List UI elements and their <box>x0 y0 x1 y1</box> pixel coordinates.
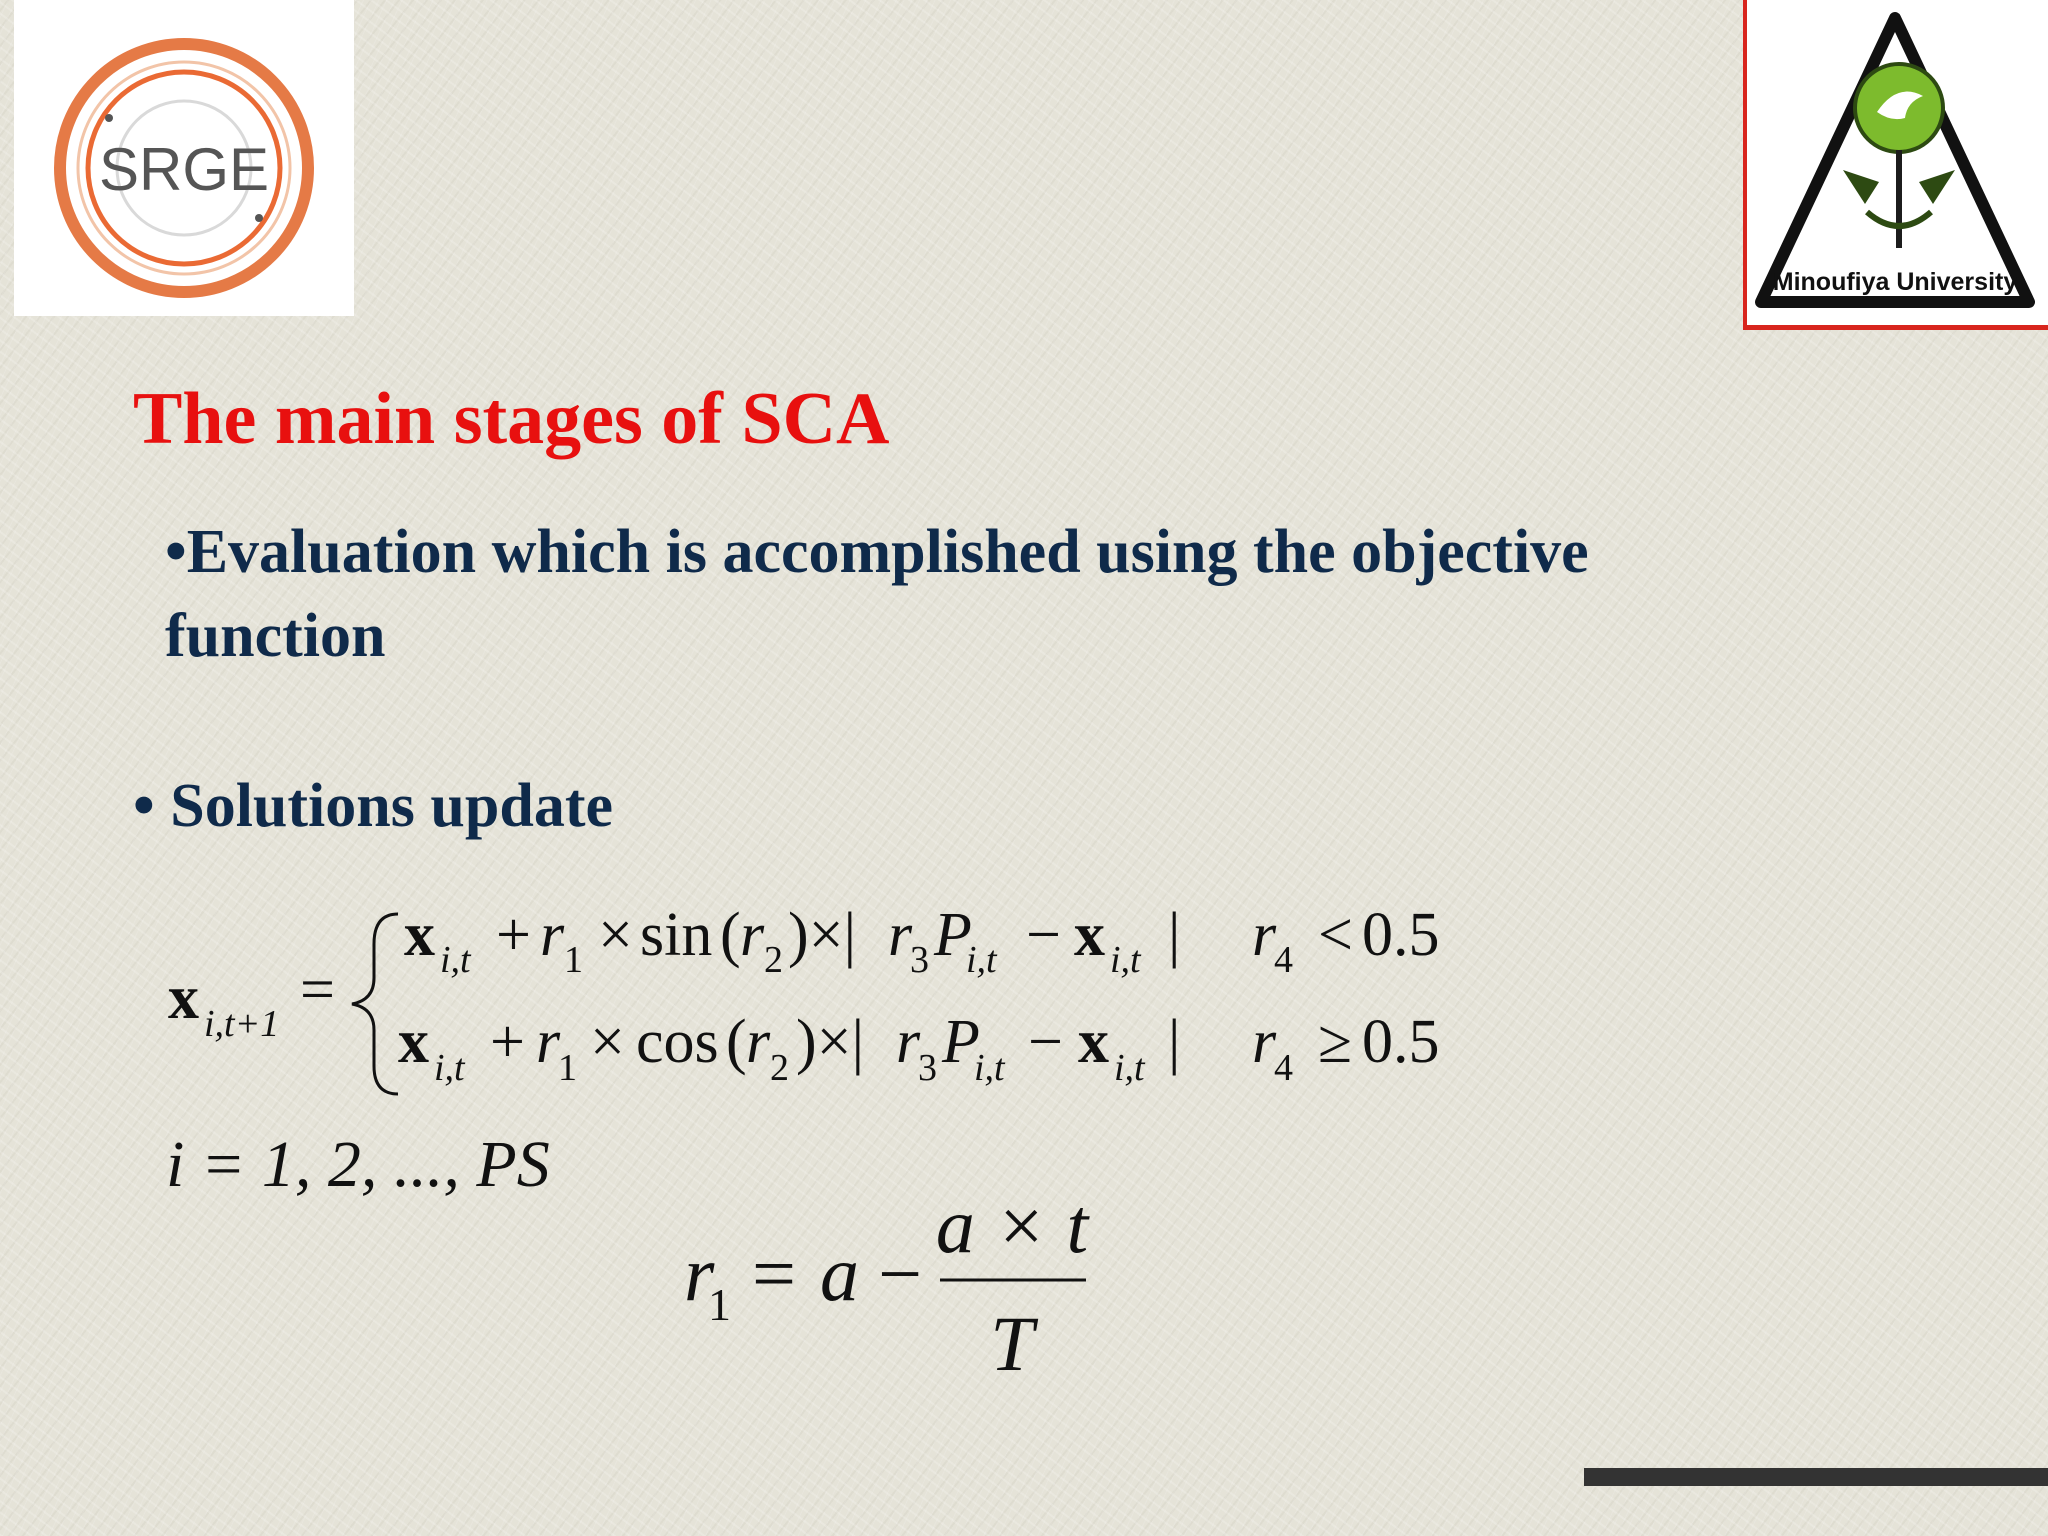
svg-text:r: r <box>896 1008 921 1076</box>
case2-r1-sub: 1 <box>558 1047 577 1089</box>
case2-x2: x <box>1078 1008 1109 1076</box>
svg-text:−: − <box>878 1230 922 1317</box>
svg-text:+: + <box>490 1008 525 1076</box>
case1-x2-sub: i,t <box>1110 939 1141 981</box>
case1-cond-r: r <box>1252 901 1277 969</box>
case2-cond-val: 0.5 <box>1362 1008 1440 1076</box>
case1-func: sin <box>640 901 713 969</box>
r1-denominator: T <box>990 1300 1034 1387</box>
index-line: i = 1, 2, ..., PS <box>166 1128 550 1201</box>
srge-logo-text: SRGE <box>98 136 270 203</box>
case-cos <box>398 1008 1440 1089</box>
case2-x2-sub: i,t <box>1114 1047 1145 1089</box>
svg-text:)×|: )×| <box>796 1008 865 1076</box>
r1-numerator: a × t <box>935 1182 1089 1269</box>
case-brace <box>352 914 398 1094</box>
svg-text:(: ( <box>720 901 741 969</box>
case1-p-sub: i,t <box>966 939 997 981</box>
bullet-evaluation: •Evaluation which is accomplished using the objective function <box>165 518 1589 670</box>
r1-lhs-sub: 1 <box>708 1279 731 1330</box>
svg-text:)×|: )×| <box>788 901 857 969</box>
lhs-subscript: i,t+1 <box>204 1003 280 1045</box>
svg-text:r: r <box>746 1008 771 1076</box>
svg-text:=: = <box>752 1230 796 1317</box>
case2-cond-sub: 4 <box>1274 1047 1293 1089</box>
case1-x2: x <box>1074 901 1105 969</box>
svg-text:r: r <box>888 901 913 969</box>
case1-x: x <box>404 901 435 969</box>
case1-p: P <box>934 901 972 969</box>
case2-func: cos <box>636 1008 719 1076</box>
case2-p: P <box>942 1008 980 1076</box>
lhs-equals: = <box>300 956 335 1024</box>
r1-lhs: r <box>684 1230 715 1317</box>
case2-cond-op: ≥ <box>1318 1008 1353 1076</box>
svg-text:−: − <box>1026 901 1061 969</box>
case2-x: x <box>398 1008 429 1076</box>
svg-text:|: | <box>1168 1008 1181 1076</box>
case1-cond-sub: 4 <box>1274 939 1293 981</box>
case1-r3-sub: 3 <box>910 939 929 981</box>
case1-x-sub: i,t <box>440 939 471 981</box>
case2-cond-r: r <box>1252 1008 1277 1076</box>
r1-a: a <box>820 1230 859 1317</box>
case2-r1: r <box>536 1008 561 1076</box>
svg-text:+: + <box>496 901 531 969</box>
bullet-solutions-update: • Solutions update <box>133 772 613 840</box>
case1-r2-sub: 2 <box>764 939 783 981</box>
case2-p-sub: i,t <box>974 1047 1005 1089</box>
lhs-x: x <box>168 964 199 1032</box>
case1-r1-sub: 1 <box>564 939 583 981</box>
case2-r2-sub: 2 <box>770 1047 789 1089</box>
case2-r3-sub: 3 <box>918 1047 937 1089</box>
case-sin <box>404 901 1440 981</box>
case1-cond-val: 0.5 <box>1362 901 1440 969</box>
case1-cond-op: < <box>1318 901 1353 969</box>
case1-r1: r <box>540 901 565 969</box>
slide-title: The main stages of SCA <box>133 378 890 460</box>
university-name: Minoufiya University <box>1772 268 2018 296</box>
case2-x-sub: i,t <box>434 1047 465 1089</box>
footer-bar <box>1584 1468 2048 1486</box>
svg-text:−: − <box>1028 1008 1063 1076</box>
svg-text:×: × <box>598 901 633 969</box>
svg-text:r: r <box>740 901 765 969</box>
svg-text:|: | <box>1168 901 1181 969</box>
svg-text:(: ( <box>726 1008 747 1076</box>
svg-text:×: × <box>590 1008 625 1076</box>
r1-formula <box>684 1182 1090 1387</box>
